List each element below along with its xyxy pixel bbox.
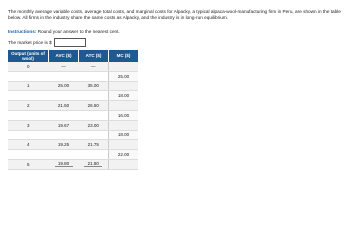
output-cell: 3: [8, 120, 49, 130]
avc-value: 19.80: [55, 161, 73, 167]
atc-value: 21.80: [84, 161, 102, 167]
header-avc: AVC ($): [49, 50, 79, 62]
mc-cell: [109, 120, 139, 130]
problem-description: The monthly average variable costs, average total costs, and marginal costs for Alpacky, a typical alpaca-wool-manufacturing firm in Peru, are shown in the table below. All firms in the industry share the same costs as Alpacky, and the industry is in long-run equilibrium.: [8, 9, 341, 21]
mc-cell: [109, 159, 139, 169]
header-mc: MC ($): [109, 50, 139, 62]
avc-cell: [49, 159, 79, 169]
mc-cell: [109, 62, 139, 71]
market-price-input[interactable]: [54, 38, 86, 47]
atc-cell: 26.50: [79, 101, 109, 111]
mc-cell: 22.00: [109, 150, 139, 160]
mc-cell: 18.00: [109, 130, 139, 140]
atc-cell: [79, 159, 109, 169]
atc-cell: 21.75: [79, 140, 109, 150]
table-row: [8, 130, 138, 140]
mc-cell: [109, 101, 139, 111]
table-row: [8, 150, 138, 160]
table-row: [8, 159, 138, 169]
table-row: [8, 140, 138, 150]
table-row: [8, 120, 138, 130]
output-cell: 2: [8, 101, 49, 111]
output-cell: 0: [8, 62, 49, 71]
table-row: [8, 110, 138, 120]
header-output: Output (units of wool): [8, 50, 49, 62]
avc-cell: 25.00: [49, 81, 79, 91]
atc-cell: 35.00: [79, 81, 109, 91]
header-atc: ATC ($): [79, 50, 109, 62]
mc-cell: [109, 81, 139, 91]
table-row: [8, 91, 138, 101]
instructions-label: Instructions:: [8, 29, 37, 34]
table-row: [8, 101, 138, 111]
atc-cell: —: [79, 62, 109, 71]
avc-cell: —: [49, 62, 79, 71]
market-price-question: [8, 38, 86, 47]
table-row: [8, 62, 138, 71]
avc-cell: 21.50: [49, 101, 79, 111]
instructions-text: Round your answer to the nearest cent.: [36, 29, 120, 34]
table-header-row: [8, 50, 138, 62]
avc-cell: 19.25: [49, 140, 79, 150]
table-row: [8, 71, 138, 81]
output-cell: 4: [8, 140, 49, 150]
mc-cell: [109, 140, 139, 150]
atc-cell: 23.00: [79, 120, 109, 130]
output-cell: 1: [8, 81, 49, 91]
mc-cell: 16.00: [109, 110, 139, 120]
market-price-label: The market price is $: [8, 39, 52, 45]
cost-table: [8, 50, 138, 170]
mc-cell: 25.00: [109, 71, 139, 81]
avc-cell: 19.67: [49, 120, 79, 130]
mc-cell: 18.00: [109, 91, 139, 101]
output-cell: 5: [8, 159, 49, 169]
instructions: [8, 29, 120, 35]
table-row: [8, 81, 138, 91]
